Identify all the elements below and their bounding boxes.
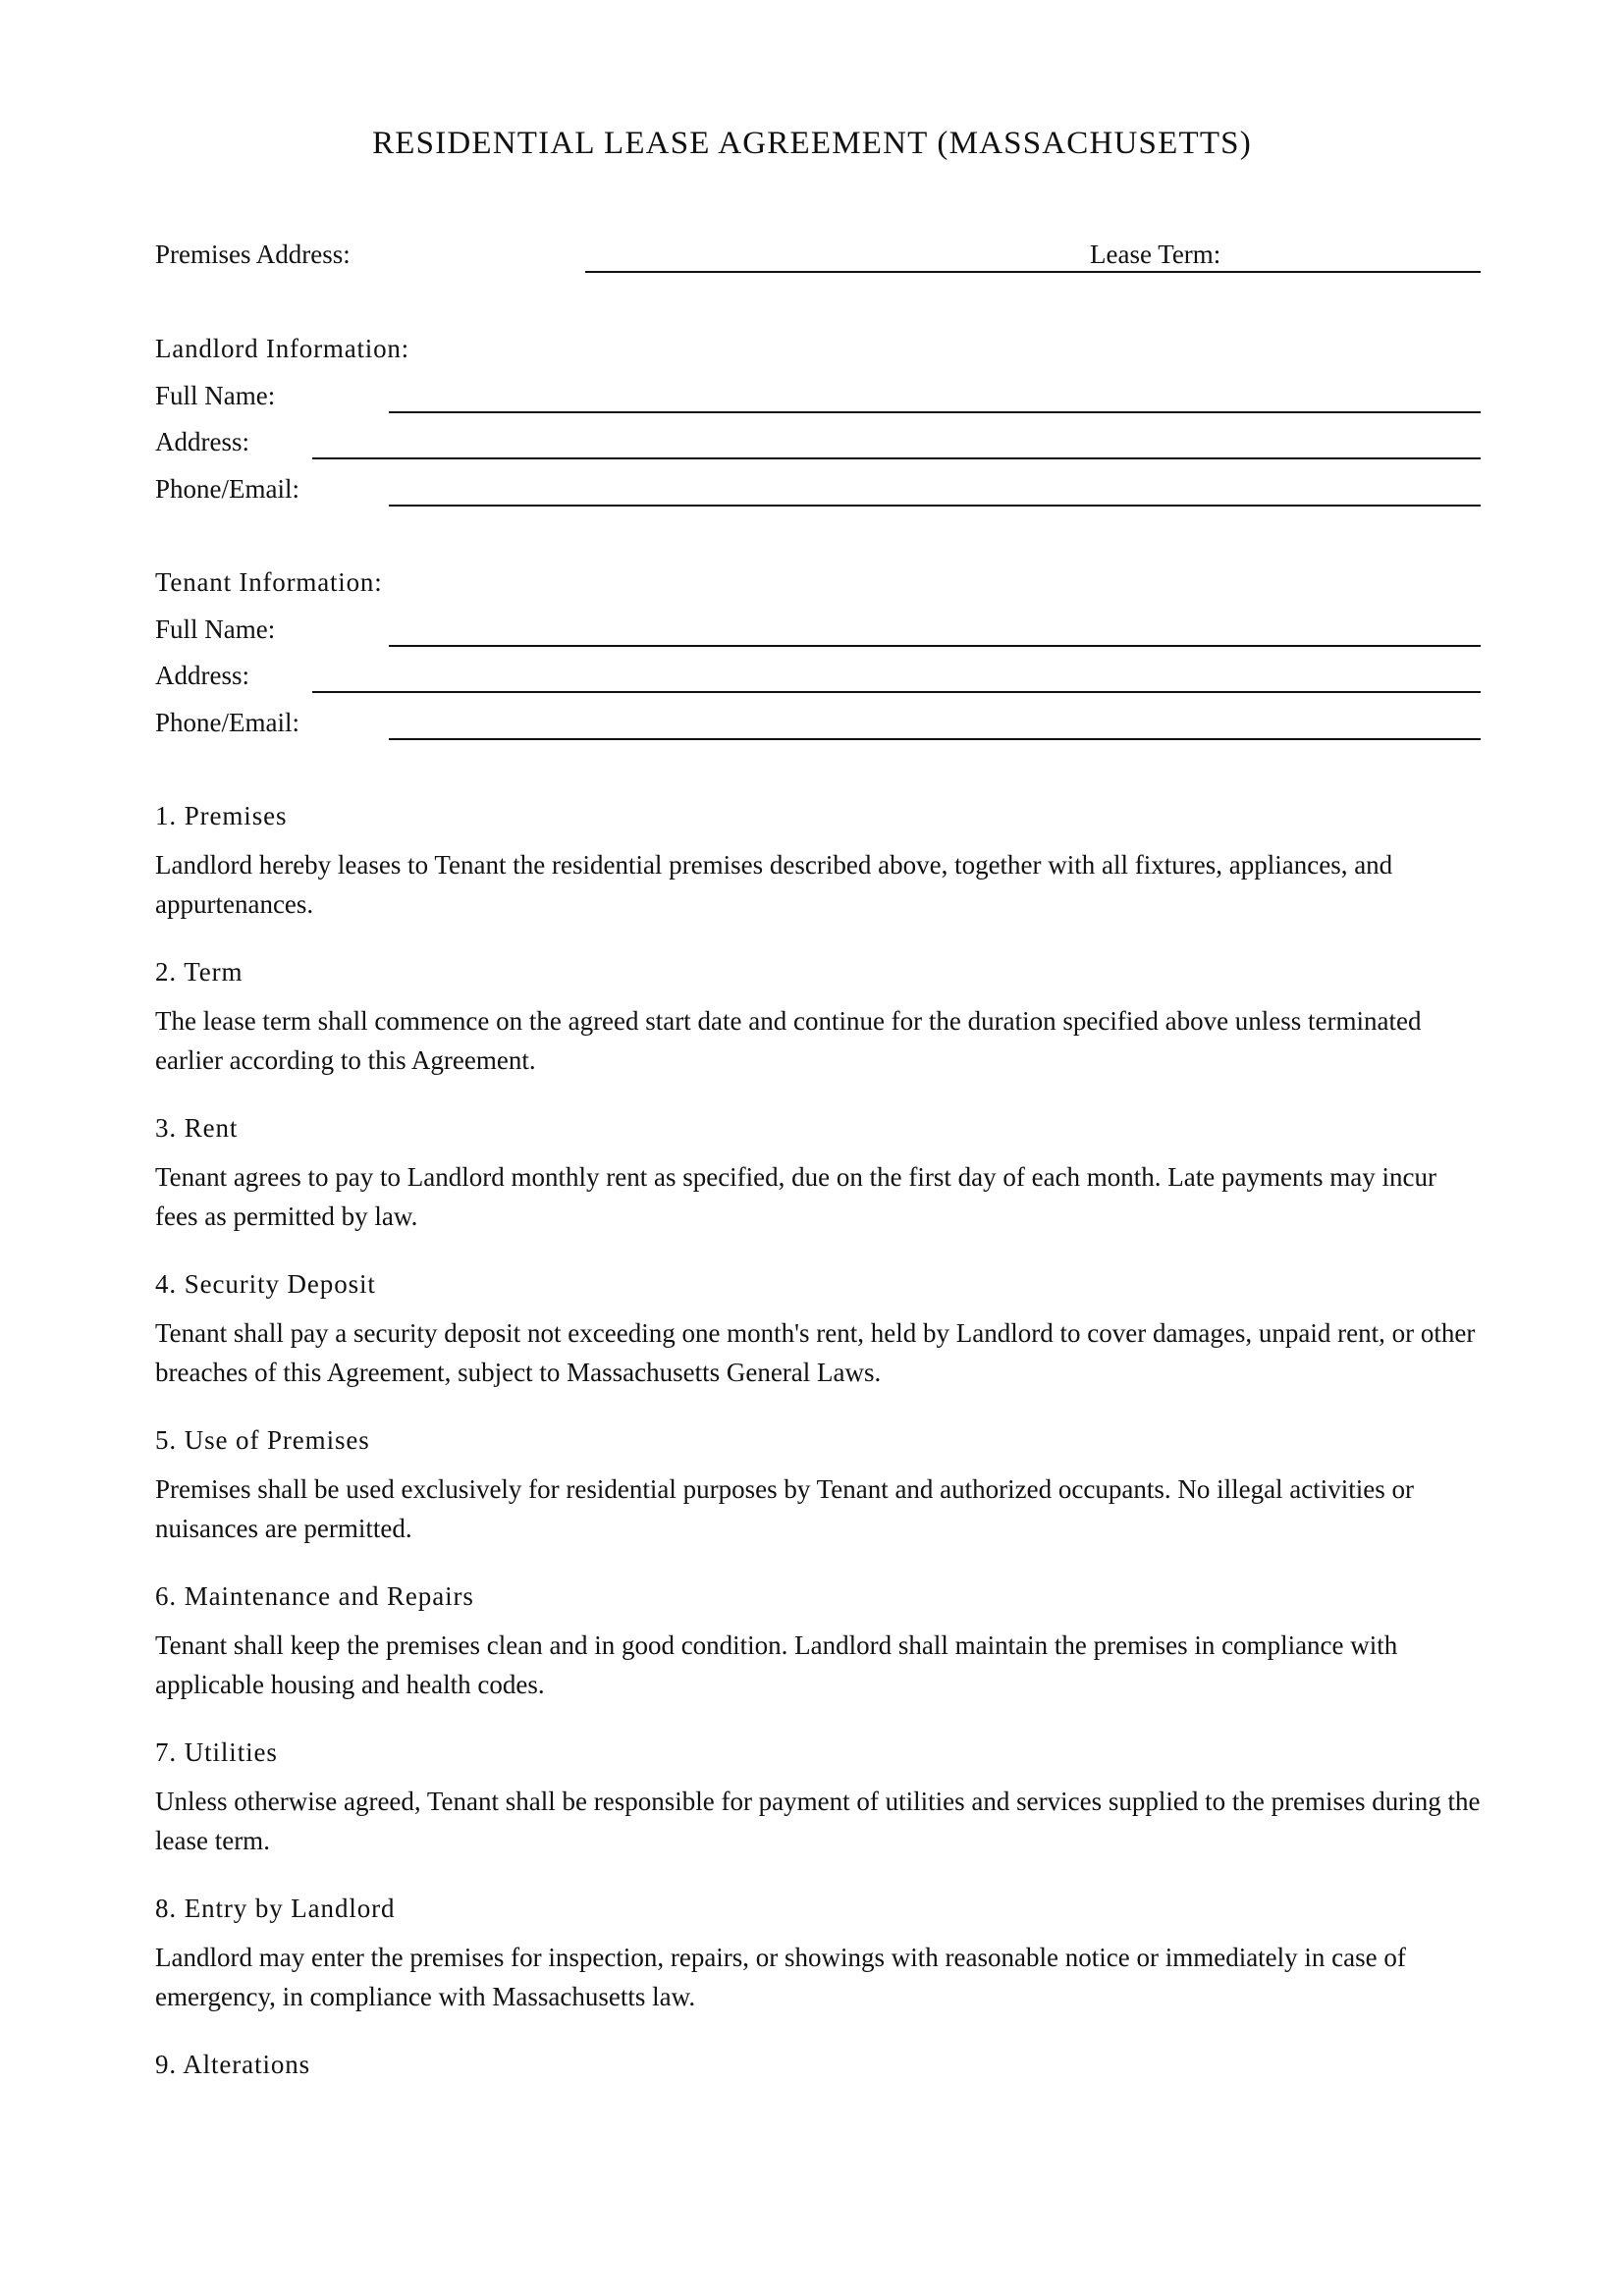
clause-body: Landlord may enter the premises for inspection, repairs, or showings with reasonable notice or immediately in case of emergency, in compliance with Massachusetts law. — [155, 1943, 1406, 2011]
clause-heading: 1. Premises — [155, 801, 288, 830]
clause-term — [155, 956, 1483, 1080]
clause-premises — [155, 800, 1483, 924]
clause-body: Tenant agrees to pay to Landlord monthly rent as specified, due on the first day of each month. Late payments may incur fees as permitted by law. — [155, 1162, 1436, 1231]
premises-address-line[interactable] — [585, 271, 1481, 273]
clause-body: Unless otherwise agreed, Tenant shall be responsible for payment of utilities and services supplied to the premises during the lease term. — [155, 1787, 1481, 1855]
tenant-full-name-label: Full Name: — [155, 614, 276, 644]
clause-heading: 7. Utilities — [155, 1737, 278, 1767]
landlord-address-label: Address: — [155, 427, 249, 456]
clause-body: Tenant shall keep the premises clean and in good condition. Landlord shall maintain the premises in compliance with applicable housing and health codes. — [155, 1630, 1398, 1699]
clause-entry-by-landlord — [155, 1893, 1483, 2016]
lease-term-label: Lease Term: — [1090, 240, 1221, 269]
clause-body: Landlord hereby leases to Tenant the residential premises described above, together with all fixtures, appliances, and appurtenances. — [155, 850, 1393, 919]
tenant-phone-email-line[interactable] — [389, 738, 1481, 740]
landlord-phone-email-label: Phone/Email: — [155, 474, 299, 504]
landlord-full-name-line[interactable] — [389, 411, 1481, 413]
clause-maintenance-repairs — [155, 1580, 1483, 1704]
tenant-phone-email-label: Phone/Email: — [155, 708, 299, 737]
document-title: RESIDENTIAL LEASE AGREEMENT (MASSACHUSETTS) — [372, 126, 1252, 161]
clause-heading: 2. Term — [155, 957, 244, 987]
clause-alterations — [155, 2049, 1483, 2080]
tenant-address-line[interactable] — [312, 691, 1481, 693]
premises-address-label: Premises Address: — [155, 240, 351, 269]
clause-heading: 4. Security Deposit — [155, 1269, 376, 1299]
clause-heading: 6. Maintenance and Repairs — [155, 1581, 474, 1611]
clause-use-of-premises — [155, 1424, 1483, 1548]
tenant-info-heading: Tenant Information: — [155, 567, 383, 597]
landlord-address-line[interactable] — [312, 457, 1481, 459]
clause-heading: 9. Alterations — [155, 2050, 311, 2079]
clause-heading: 8. Entry by Landlord — [155, 1894, 396, 1923]
clause-body: Tenant shall pay a security deposit not exceeding one month's rent, held by Landlord to cover damages, unpaid rent, or other breaches of this Agreement, subject to Massachusetts General Laws. — [155, 1318, 1476, 1387]
clause-security-deposit — [155, 1268, 1483, 1392]
landlord-full-name-label: Full Name: — [155, 381, 276, 410]
clause-body: The lease term shall commence on the agreed start date and continue for the duration specified above unless terminated earlier according to this Agreement. — [155, 1006, 1422, 1075]
tenant-full-name-line[interactable] — [389, 645, 1481, 647]
tenant-address-label: Address: — [155, 661, 249, 690]
clause-rent — [155, 1112, 1483, 1236]
clause-utilities — [155, 1736, 1483, 1860]
landlord-phone-email-line[interactable] — [389, 505, 1481, 507]
landlord-info-heading: Landlord Information: — [155, 334, 409, 363]
clause-heading: 3. Rent — [155, 1113, 239, 1143]
clause-heading: 5. Use of Premises — [155, 1425, 370, 1455]
clause-body: Premises shall be used exclusively for residential purposes by Tenant and authorized occupants. No illegal activities or nuisances are permitted. — [155, 1474, 1415, 1543]
